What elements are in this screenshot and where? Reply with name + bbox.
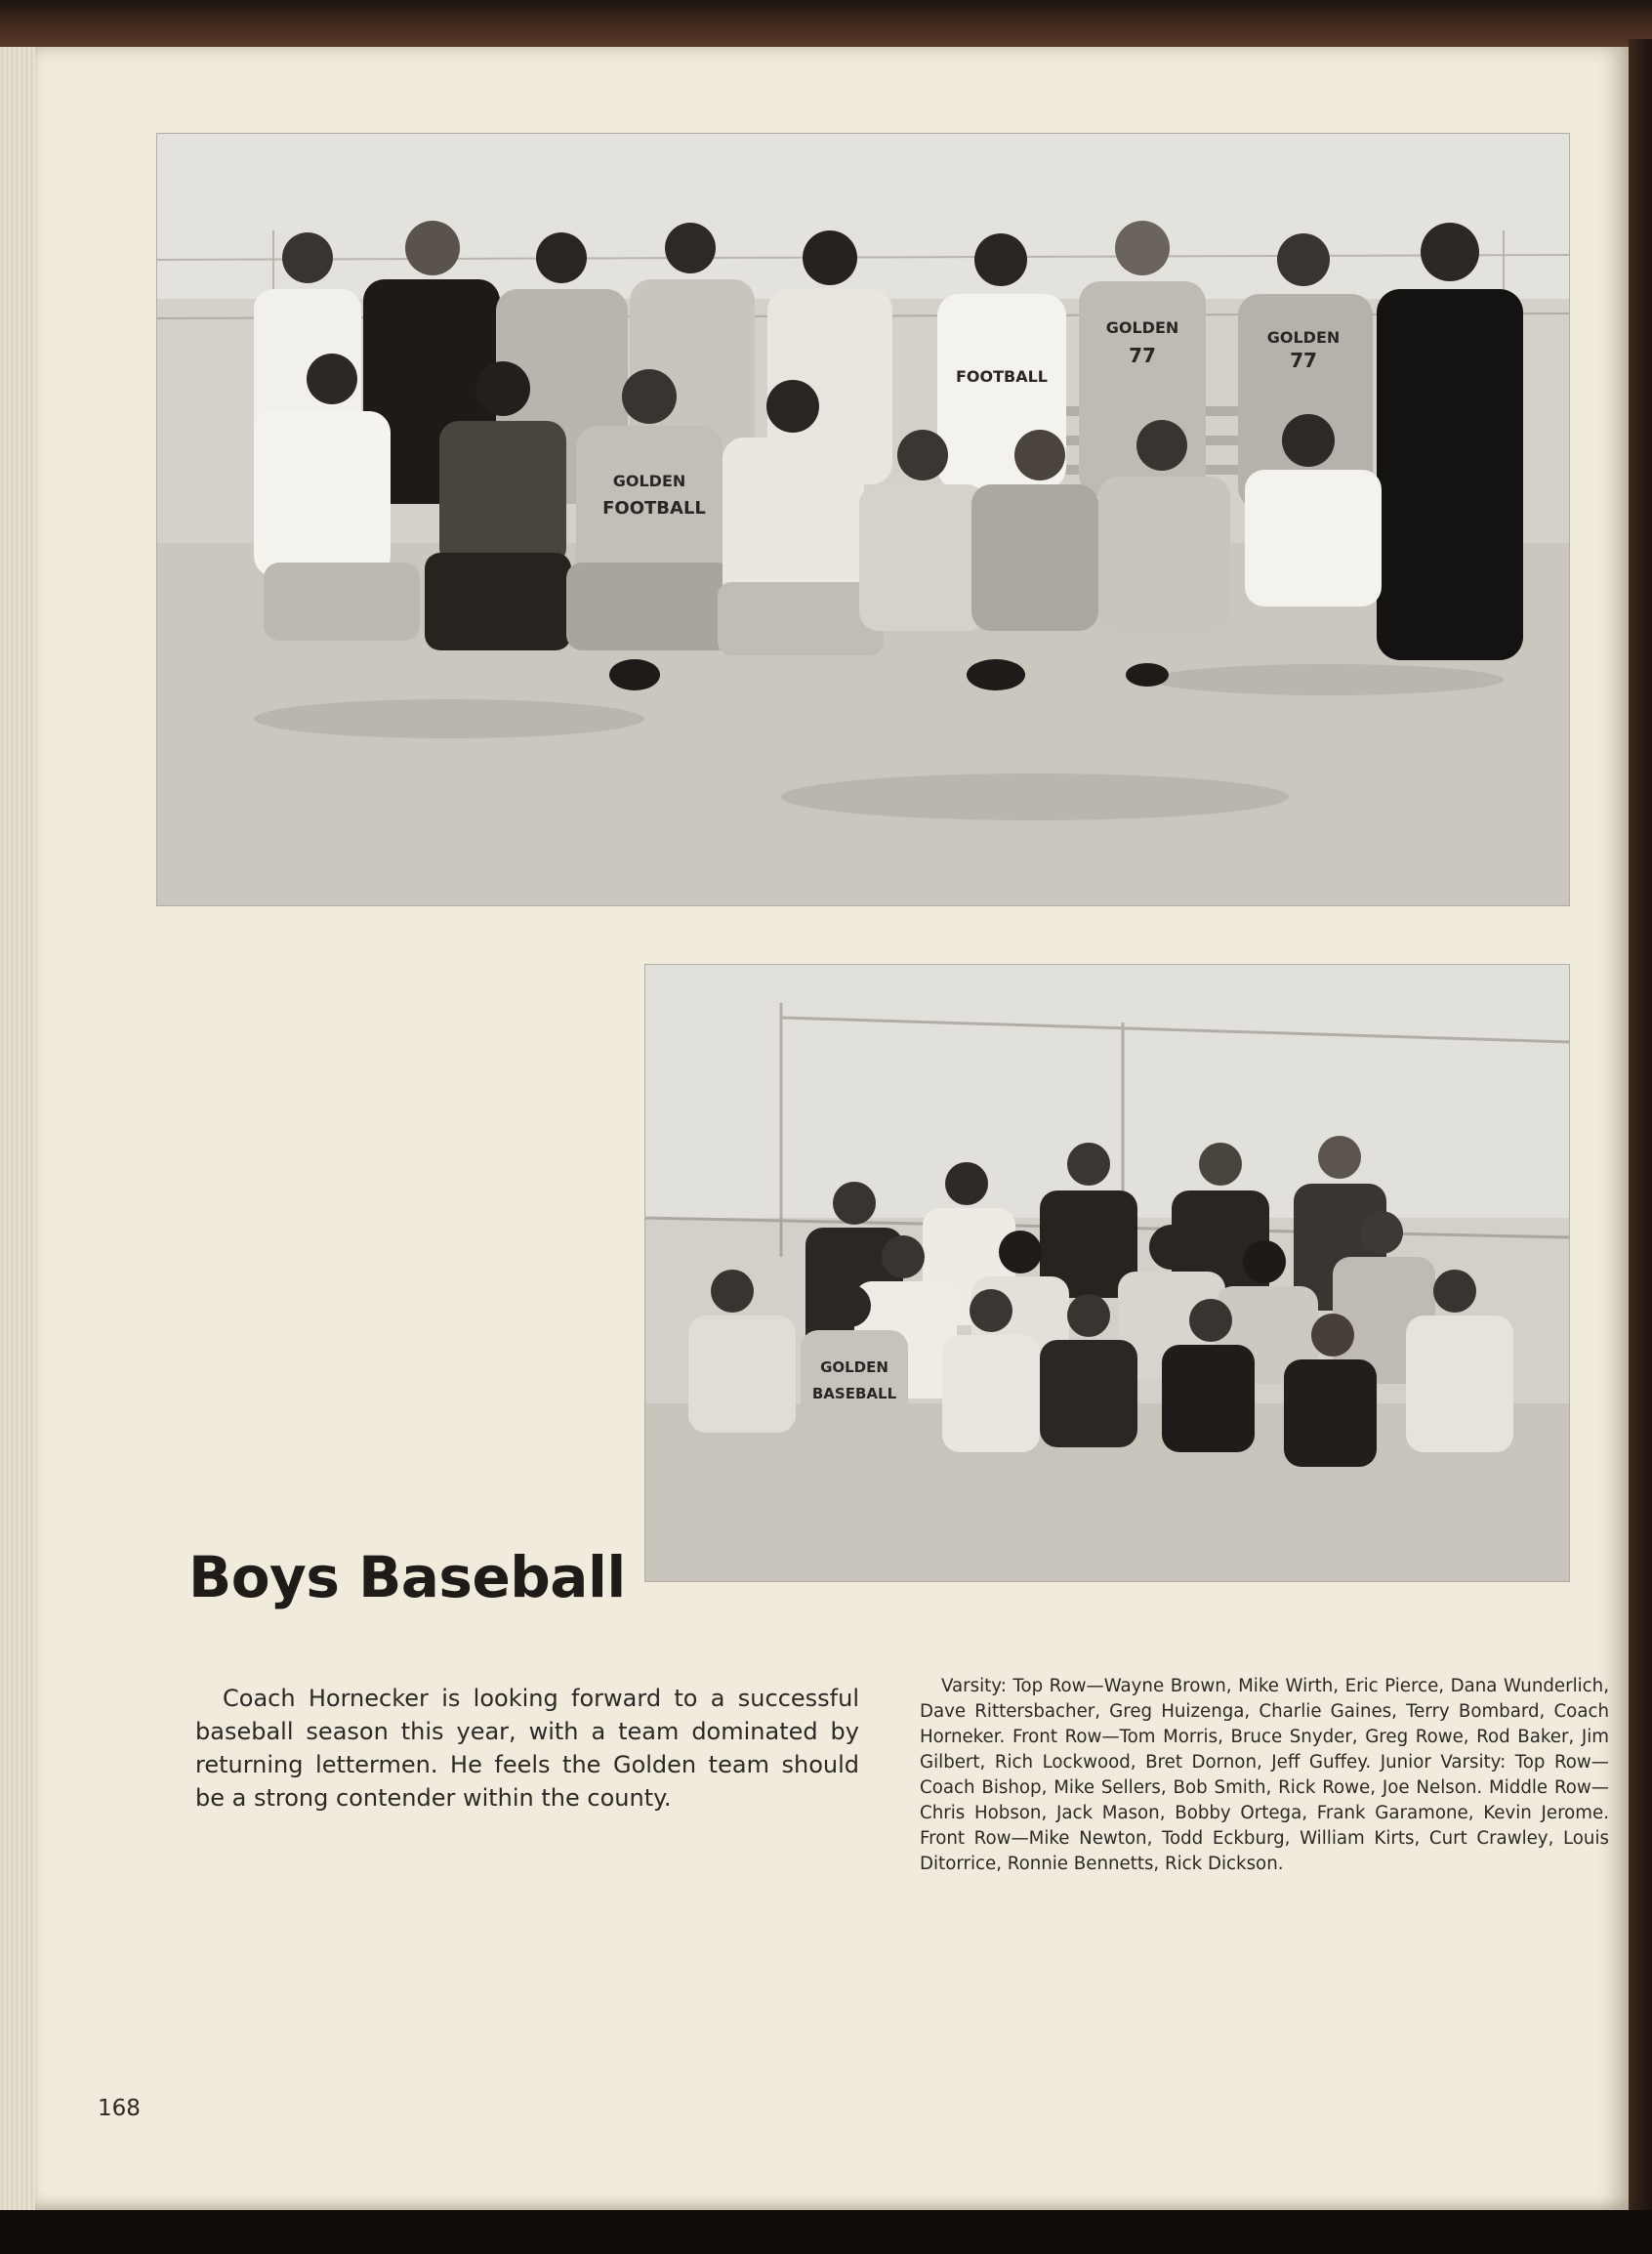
junior-varsity-team-photo	[644, 964, 1570, 1582]
photo-caption: Varsity: Top Row—Wayne Brown, Mike Wirth, Eric Pierce, Dana Wunderlich, Dave Rittersbacher, Greg Huizenga, Charlie Gaines, Terry Bombard, Coach Horneker. Front Row—Tom Morris, Bruce Snyder, Greg Rowe, Rod Baker, Jim Gilbert, Rich Lockwood, Bret Dornon, Jeff Guffey. Junior Varsity: Top Row—Coach Bishop, Mike Sellers, Bob Smith, Rick Rowe, Joe Nelson. Middle Row—Chris Hobson, Jack Mason, Bobby Ortega, Frank Garamone, Kevin Jerome. Front Row—Mike Newton, Todd Eckburg, William Kirts, Curt Crawley, Louis Ditorrice, Ronnie Bennetts, Rick Dickson.	[920, 1676, 1609, 1874]
page-heading: Boys Baseball	[188, 1544, 626, 1610]
svg-text:FOOTBALL: FOOTBALL	[955, 367, 1049, 386]
page-stack-edge	[0, 47, 35, 2210]
svg-text:GOLDEN: GOLDEN	[1266, 328, 1341, 347]
svg-text:FOOTBALL: FOOTBALL	[602, 498, 706, 519]
book-spine	[1629, 39, 1652, 2217]
svg-text:GOLDEN: GOLDEN	[612, 472, 686, 490]
page-number: 168	[98, 2096, 141, 2121]
svg-text:GOLDEN: GOLDEN	[1105, 318, 1179, 337]
svg-text:BASEBALL: BASEBALL	[811, 1385, 897, 1402]
book-top-edge	[0, 0, 1652, 47]
varsity-team-photo	[156, 133, 1570, 906]
svg-text:77: 77	[1129, 344, 1156, 367]
svg-text:GOLDEN: GOLDEN	[820, 1358, 888, 1376]
svg-text:77: 77	[1290, 349, 1317, 372]
book-bottom-edge	[0, 2210, 1652, 2254]
intro-paragraph: Coach Hornecker is looking forward to a successful baseball season this year, with a team dominated by returning lettermen. He feels the Golden team should be a strong contender within the county.	[195, 1685, 859, 1812]
